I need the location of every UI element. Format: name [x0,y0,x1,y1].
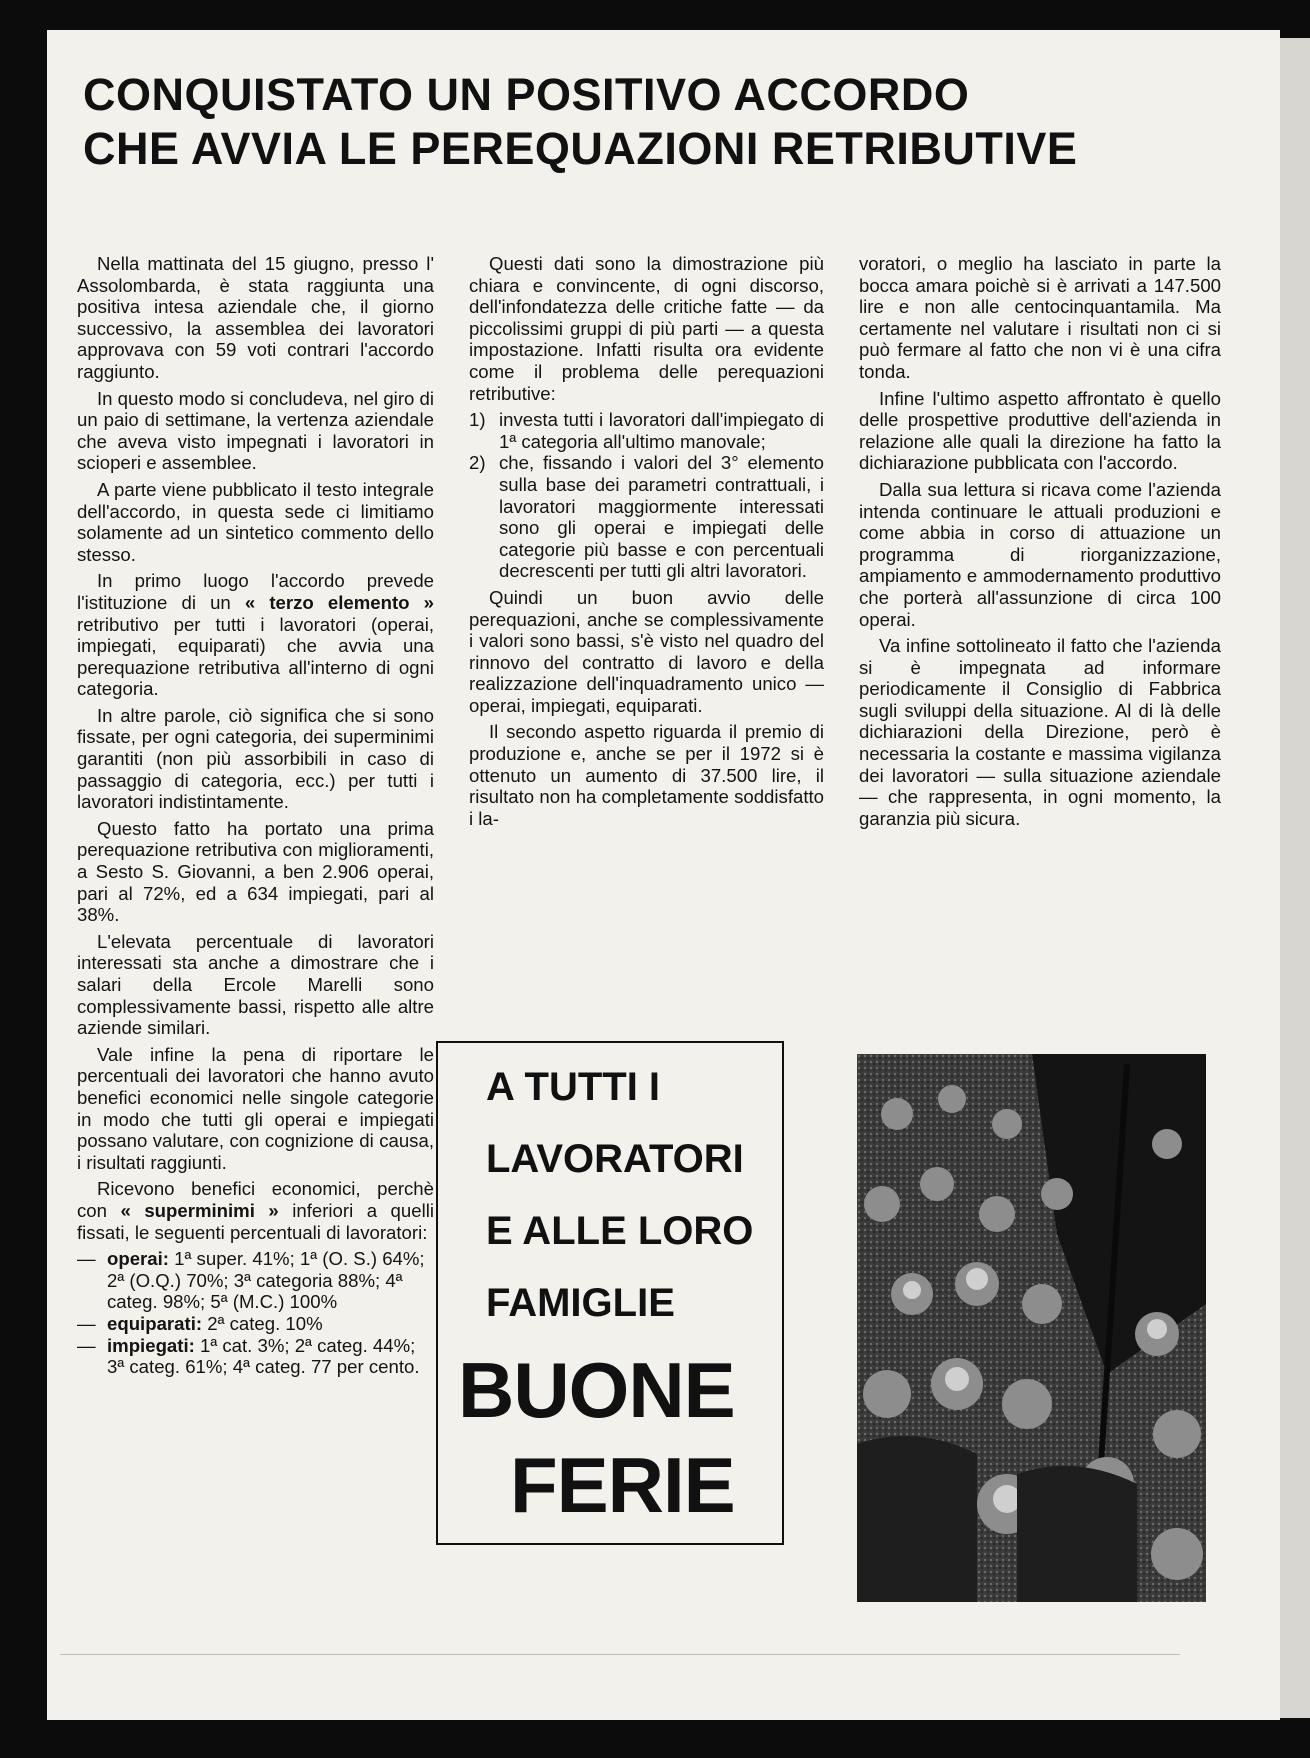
paragraph: In questo modo si concludeva, nel giro di un paio di settimane, la vertenza aziendale che aveva visto impegnati i lavoratori in scioperi e assemblee. [77,387,434,474]
article-column-1 [77,253,434,1378]
greeting-big-1: BUONE [458,1346,735,1434]
article-column-2 [469,253,824,834]
paragraph: Questi dati sono la dimostrazione più chiara e convincente, di ogni discorso, dell'infondatezza delle critiche fatte — da piccolissimi gruppi di più parti — a questa impostazione. Infatti risulta ora evidente come il problema delle perequazioni retributive: [469,253,824,404]
holiday-greeting-box [436,1041,784,1545]
paragraph: Dalla sua lettura si ricava come l'azienda intenda continuare le attuali produzioni e come abbia in corso di attuazione un programma di riorganizzazione, ampiamento e ammodernamento produttivo che porterà all'assunzione di circa 100 operai. [859,478,1221,630]
paragraph: In primo luogo l'accordo prevede l'istituzione di un « terzo elemento » retributivo per tutti i lavoratori (operai, impiegati, equiparati) che avvia una perequazione retributiva all'interno di ogni categoria. [77,570,434,700]
list-item: — impiegati: 1ª cat. 3%; 2ª categ. 44%; 3ª categ. 61%; 4ª categ. 77 per cento. [77,1334,420,1378]
paragraph: Questo fatto ha portato una prima perequazione retributiva con miglioramenti, a Sesto S. Giovanni, a ben 2.906 operai, pari al 72%, ed a 634 impiegati, pari al 38%. [77,817,434,926]
paragraph: Ricevono benefici economici, perchè con « superminimi » inferiori a quelli fissati, le seguenti percentuali di lavoratori: [77,1178,434,1243]
greeting-big-2: FERIE [510,1441,735,1529]
list-item: 1) investa tutti i lavoratori dall'impiegato di 1ª categoria all'ultimo manovale; [469,409,824,452]
paragraph: In altre parole, ciò significa che si sono fissate, per ogni categoria, dei superminimi garantiti (non più assorbibili in caso di passaggio di categoria, ecc.) per tutti i lavoratori indistintamente. [77,704,434,813]
article-headline [83,68,1163,176]
crowd-photo-icon [857,1054,1206,1602]
headline-line-1: CONQUISTATO UN POSITIVO ACCORDO [83,69,970,120]
numbered-list [469,409,824,582]
list-item: — equiparati: 2ª categ. 10% [77,1312,323,1334]
paragraph: Infine l'ultimo aspetto affrontato è quello delle prospettive produttive dell'azienda in relazione alle quali la direzione ha fatto la dichiarazione pubblicata con l'accordo. [859,387,1221,474]
adjacent-page-edge [1280,38,1310,1718]
article-column-3 [859,253,1221,834]
paragraph: Va infine sottolineato il fatto che l'azienda si è impegnata ad informare periodicamente il Consiglio di Fabbrica sugli sviluppi della situazione. Al di là delle dichiarazioni della Direzione, però è necessaria la costante e massima vigilanza dei lavoratori — sulla situazione aziendale — che rappresenta, in ogni momento, la garanzia più sicura. [859,635,1221,829]
footer-rule [60,1654,1180,1655]
paragraph: voratori, o meglio ha lasciato in parte la bocca amara poichè si è arrivati a 147.500 lire e non alle centocinquantamila. Ma certamente nel valutare i risultati non ci si può fermare al fatto che non vi è una cifra tonda. [859,253,1221,382]
headline-line-2: CHE AVVIA LE PEREQUAZIONI RETRIBUTIVE [83,123,1078,174]
bold-term: « terzo elemento » [244,591,434,613]
list-item: 2) che, fissando i valori del 3° elemento sulla base dei parametri contrattuali, i lavoratori maggiormente interessati sono gli operai e impiegati delle categorie più basse e con percentuali decrescenti per tutti gli altri lavoratori. [469,452,824,582]
percentages-list [77,1248,434,1378]
greeting-line-2: LAVORATORI [486,1137,744,1181]
bold-term: « superminimi » [120,1199,279,1221]
greeting-line-4: FAMIGLIE [486,1281,675,1325]
list-item: — operai: 1ª super. 41%; 1ª (O. S.) 64%; 2ª (O.Q.) 70%; 3ª categoria 88%; 4ª categ. 98%; 5ª (M.C.) 100% [77,1248,425,1313]
greeting-line-1: A TUTTI I [486,1065,661,1109]
paragraph: Quindi un buon avvio delle perequazioni, anche se complessivamente i valori sono bassi, s'è visto nel quadro del rinnovo del contratto di lavoro e della realizzazione dell'inquadramento unico — operai, impiegati, equiparati. [469,586,824,716]
paragraph: Nella mattinata del 15 giugno, presso l' Assolombarda, è stata raggiunta una positiva intesa aziendale che, il giorno successivo, la assemblea dei lavoratori approvava con 59 voti contrari l'accordo raggiunto. [77,253,434,382]
paragraph: Vale infine la pena di riportare le percentuali dei lavoratori che hanno avuto benefici economici nelle singole categorie in modo che tutti gli operai e impiegati possano valutare, con cognizione di causa, i risultati raggiunti. [77,1043,434,1173]
greeting-line-3: E ALLE LORO [486,1209,754,1253]
paragraph: A parte viene pubblicato il testo integrale dell'accordo, in questa sede ci limitiamo solamente ad un sintetico commento dello stesso. [77,478,434,565]
paragraph: Il secondo aspetto riguarda il premio di produzione e, anche se per il 1972 si è ottenuto un aumento di 37.500 lire, il risultato non ha completamente soddisfatto i la- [469,721,824,829]
paragraph: L'elevata percentuale di lavoratori interessati sta anche a dimostrare che i salari della Ercole Marelli sono complessivamente bassi, rispetto alle altre aziende similari. [77,930,434,1039]
